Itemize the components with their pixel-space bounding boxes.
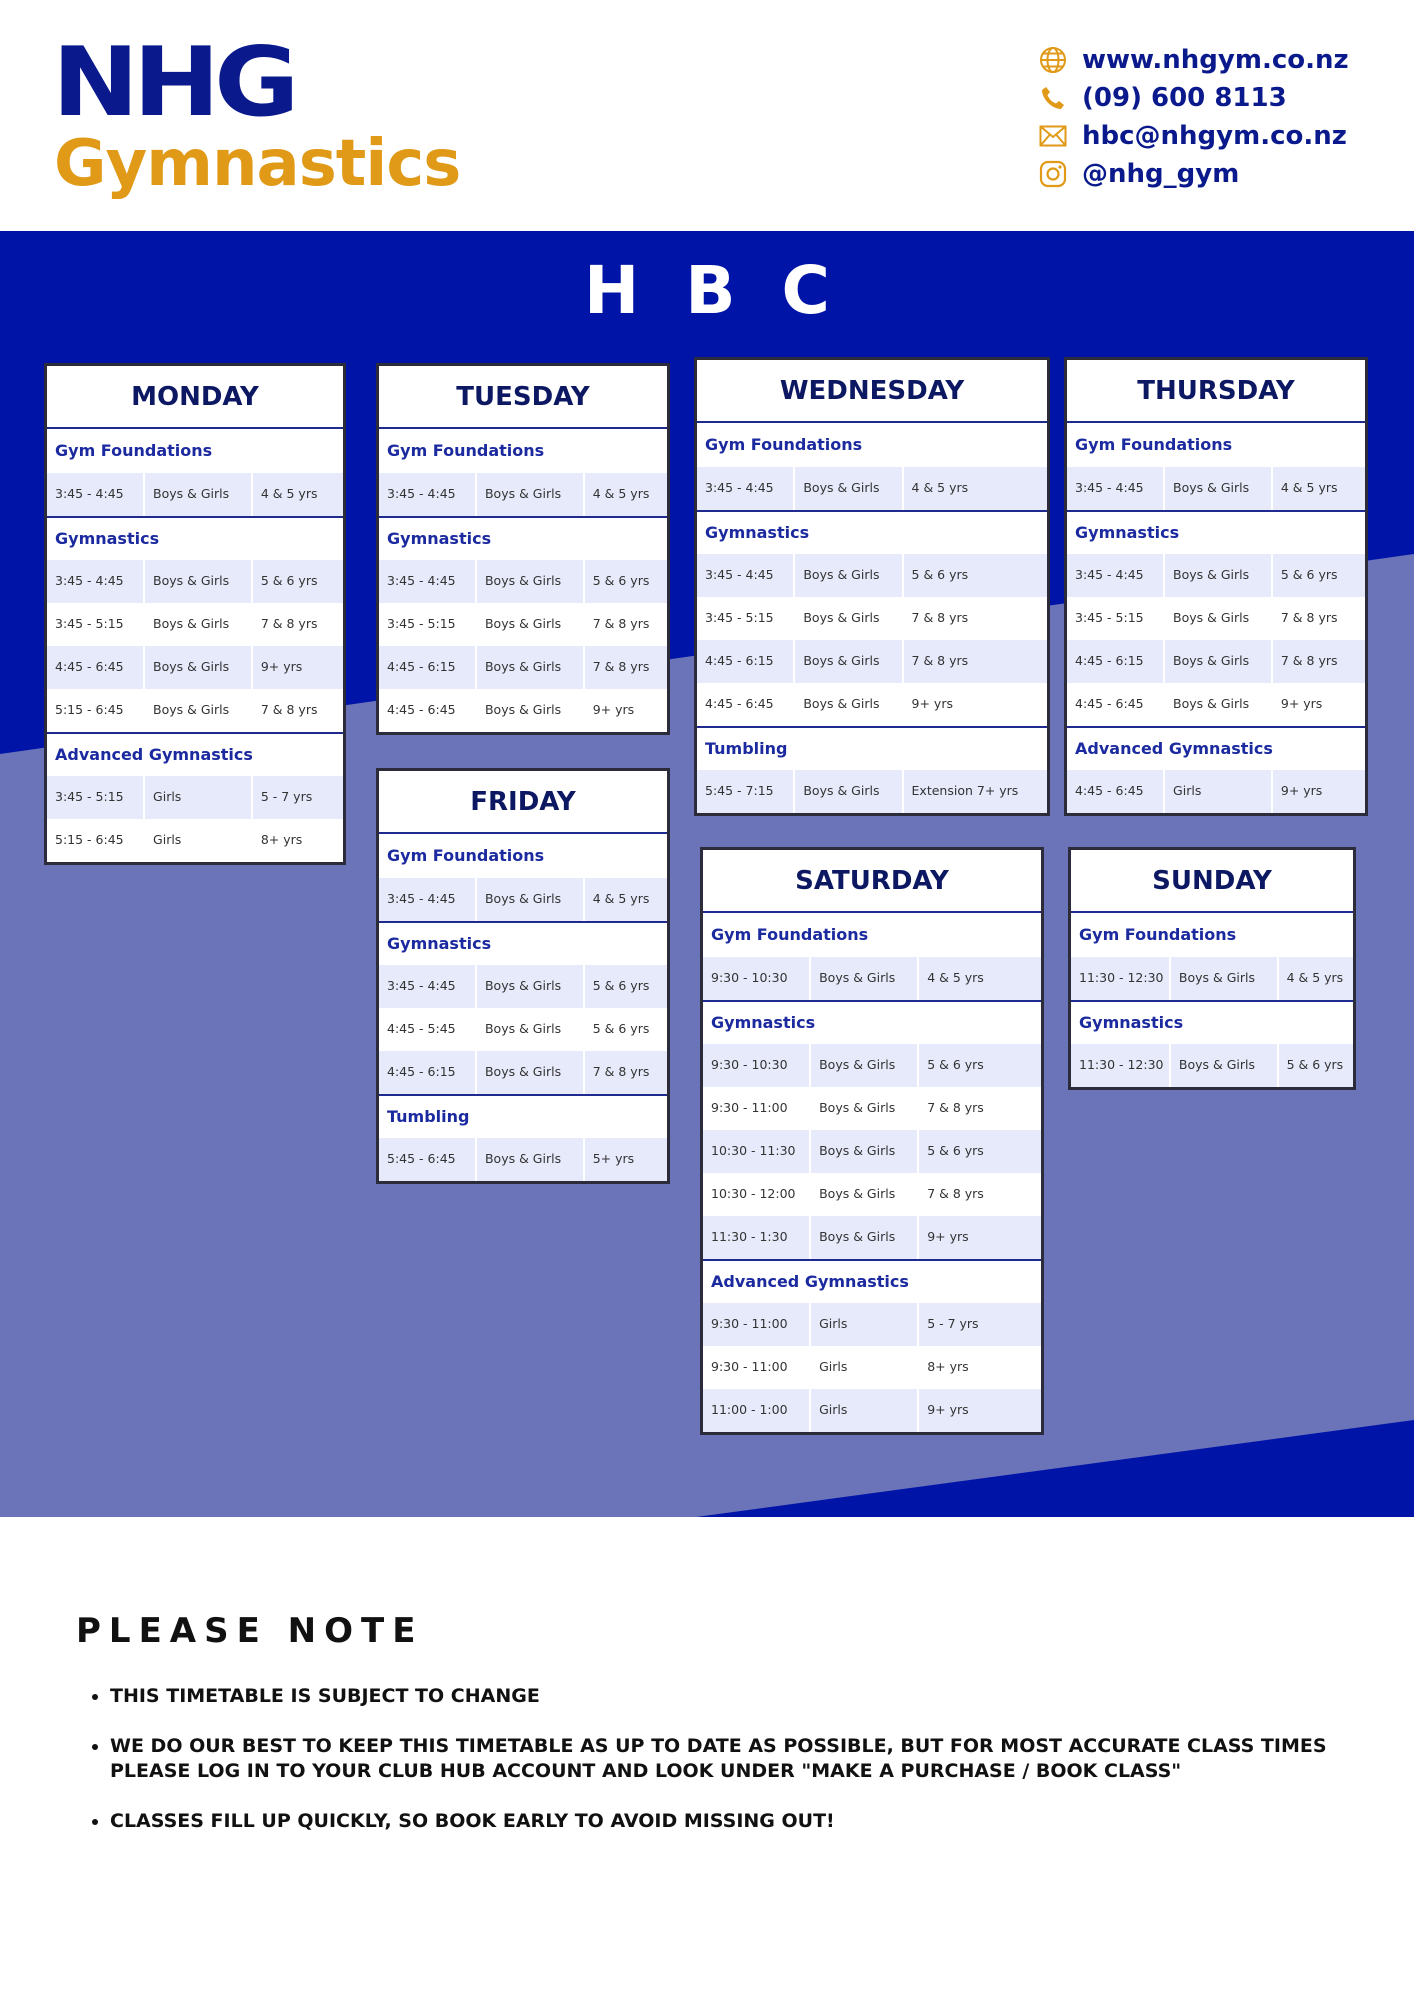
day-card-saturday [700,847,1044,1435]
class-group: Boys & Girls [143,603,251,646]
class-time: 9:30 - 11:00 [711,1359,788,1375]
class-age: 5+ yrs [583,1138,667,1181]
class-category: Advanced Gymnastics [703,1259,1041,1303]
class-time: 5:15 - 6:45 [55,832,124,848]
day-title: SATURDAY [703,850,1041,913]
class-time: 3:45 - 4:45 [55,573,124,589]
class-time: 3:45 - 4:45 [705,480,774,496]
class-age: 7 & 8 yrs [251,603,343,646]
class-time: 3:45 - 4:45 [1075,480,1144,496]
contact-instagram[interactable] [1036,156,1396,192]
class-age: 9+ yrs [917,1389,1041,1432]
class-row [697,770,1047,813]
class-group: Boys & Girls [475,689,583,732]
class-category: Gym Foundations [387,846,545,865]
class-category: Gym Foundations [1079,925,1237,944]
class-group: Girls [809,1346,917,1389]
note-item: • THIS TIMETABLE IS SUBJECT TO CHANGE [110,1684,1370,1709]
class-category: Gym Foundations [55,441,213,460]
class-group: Boys & Girls [1163,597,1271,640]
class-row [379,965,667,1008]
class-time: 11:30 - 12:30 [1079,970,1164,986]
class-age: 7 & 8 yrs [902,597,1047,640]
class-time: 3:45 - 5:15 [705,610,774,626]
class-row [379,878,667,921]
class-group: Boys & Girls [475,1051,583,1094]
class-age: 4 & 5 yrs [583,878,667,921]
class-age: 5 & 6 yrs [917,1130,1041,1173]
class-group: Boys & Girls [475,878,583,921]
class-age: 5 & 6 yrs [902,554,1047,597]
class-age: 5 & 6 yrs [1277,1044,1353,1087]
class-time: 4:45 - 6:45 [387,702,456,718]
class-row [703,1173,1041,1216]
day-title: TUESDAY [379,366,667,429]
class-row [1067,554,1365,597]
class-group: Girls [1163,770,1271,813]
class-row [379,473,667,516]
class-age: 4 & 5 yrs [1271,467,1365,510]
class-age: 9+ yrs [1271,683,1365,726]
class-age: 4 & 5 yrs [1277,957,1353,1000]
class-row [47,473,343,516]
class-time: 5:15 - 6:45 [55,702,124,718]
class-row [703,1346,1041,1389]
class-category: Gym Foundations [705,435,863,454]
class-time: 3:45 - 4:45 [1075,567,1144,583]
class-age: 9+ yrs [917,1216,1041,1259]
class-time: 3:45 - 5:15 [1075,610,1144,626]
class-group: Boys & Girls [809,1130,917,1173]
class-row [1067,640,1365,683]
class-group: Girls [809,1389,917,1432]
day-card-sunday [1068,847,1356,1090]
class-row [703,957,1041,1000]
class-age: 7 & 8 yrs [583,603,667,646]
class-category: Gymnastics [379,921,667,965]
class-row [47,689,343,732]
class-age: 4 & 5 yrs [917,957,1041,1000]
class-row [379,1051,667,1094]
class-age: 5 & 6 yrs [917,1044,1041,1087]
class-row [697,554,1047,597]
class-time: 4:45 - 6:45 [1075,783,1144,799]
class-row [697,640,1047,683]
class-row [703,1216,1041,1259]
class-time: 3:45 - 4:45 [387,891,456,907]
class-row [379,603,667,646]
class-time: 5:45 - 6:45 [387,1151,456,1167]
class-group: Boys & Girls [1169,957,1277,1000]
class-row [703,1389,1041,1432]
class-time: 9:30 - 10:30 [711,970,788,986]
class-time: 11:30 - 12:30 [1079,1057,1164,1073]
class-age: 5 & 6 yrs [583,560,667,603]
class-age: 5 & 6 yrs [1271,554,1365,597]
class-category: Gym Foundations [711,925,869,944]
day-title: THURSDAY [1067,360,1365,423]
class-category: Gym Foundations [1075,435,1233,454]
class-time: 3:45 - 4:45 [387,486,456,502]
class-row [1067,770,1365,813]
class-group: Boys & Girls [1163,683,1271,726]
class-group: Boys & Girls [143,646,251,689]
class-age: 5 - 7 yrs [917,1303,1041,1346]
class-row [697,597,1047,640]
class-category: Gymnastics [1067,510,1365,554]
class-time: 4:45 - 6:15 [1075,653,1144,669]
class-age: 7 & 8 yrs [902,640,1047,683]
day-card-friday [376,768,670,1184]
class-group: Girls [809,1303,917,1346]
contact-phone[interactable] [1036,80,1396,116]
class-row [379,1138,667,1181]
contact-phone-text: (09) 600 8113 [1082,83,1287,113]
class-age: 4 & 5 yrs [902,467,1047,510]
class-group: Boys & Girls [793,597,901,640]
class-time: 3:45 - 4:45 [387,978,456,994]
class-row [379,689,667,732]
class-time: 4:45 - 6:15 [705,653,774,669]
class-age: 4 & 5 yrs [251,473,343,516]
class-category: Gymnastics [47,516,343,560]
class-row [1067,597,1365,640]
class-age: 7 & 8 yrs [917,1173,1041,1216]
notes-list [84,1684,1370,1859]
class-age: 9+ yrs [251,646,343,689]
class-category: Tumbling [379,1094,667,1138]
class-row [47,603,343,646]
class-time: 4:45 - 6:15 [387,1064,456,1080]
class-age: 8+ yrs [251,819,343,862]
class-row [703,1303,1041,1346]
class-row [379,560,667,603]
class-row [379,1008,667,1051]
class-group: Boys & Girls [809,957,917,1000]
class-age: 7 & 8 yrs [917,1087,1041,1130]
class-row [697,683,1047,726]
class-group: Boys & Girls [475,603,583,646]
class-row [703,1130,1041,1173]
class-time: 3:45 - 4:45 [387,573,456,589]
class-group: Boys & Girls [809,1087,917,1130]
class-time: 3:45 - 5:15 [387,616,456,632]
class-time: 9:30 - 11:00 [711,1100,788,1116]
class-time: 3:45 - 4:45 [705,567,774,583]
class-group: Boys & Girls [793,640,901,683]
class-age: 9+ yrs [902,683,1047,726]
contact-instagram-text: @nhg_gym [1082,159,1240,189]
banner-title: HBC [584,252,876,329]
class-group: Boys & Girls [793,770,901,813]
class-time: 3:45 - 5:15 [55,616,124,632]
instagram-icon [1036,157,1070,191]
class-group: Boys & Girls [475,965,583,1008]
class-group: Boys & Girls [1163,467,1271,510]
day-title: SUNDAY [1071,850,1353,913]
class-group: Boys & Girls [475,560,583,603]
class-row [47,560,343,603]
class-group: Boys & Girls [475,1008,583,1051]
day-card-wednesday [694,357,1050,816]
class-time: 3:45 - 5:15 [55,789,124,805]
class-group: Boys & Girls [475,1138,583,1181]
globe-icon [1036,43,1070,77]
contact-website-text: www.nhgym.co.nz [1082,45,1349,75]
class-age: 5 & 6 yrs [583,965,667,1008]
class-row [1067,467,1365,510]
class-time: 11:00 - 1:00 [711,1402,788,1418]
class-group: Boys & Girls [793,554,901,597]
class-time: 5:45 - 7:15 [705,783,774,799]
class-group: Boys & Girls [793,467,901,510]
class-row [703,1044,1041,1087]
contact-email-text: hbc@nhgym.co.nz [1082,121,1347,151]
class-row [379,646,667,689]
class-time: 10:30 - 12:00 [711,1186,796,1202]
logo-nhg: NHG [52,25,294,138]
class-time: 4:45 - 5:45 [387,1021,456,1037]
class-age: 5 & 6 yrs [251,560,343,603]
class-group: Boys & Girls [475,473,583,516]
contact-website[interactable] [1036,42,1396,78]
day-title: FRIDAY [379,771,667,834]
class-age: 7 & 8 yrs [583,1051,667,1094]
class-row [1067,683,1365,726]
day-card-monday [44,363,346,865]
class-time: 4:45 - 6:45 [55,659,124,675]
class-group: Boys & Girls [1163,554,1271,597]
class-group: Boys & Girls [809,1216,917,1259]
day-title: WEDNESDAY [697,360,1047,423]
class-category: Advanced Gymnastics [1067,726,1365,770]
class-age: 7 & 8 yrs [1271,597,1365,640]
class-age: 7 & 8 yrs [1271,640,1365,683]
contact-email[interactable] [1036,118,1396,154]
class-group: Boys & Girls [1169,1044,1277,1087]
class-time: 4:45 - 6:15 [387,659,456,675]
day-card-thursday [1064,357,1368,816]
class-group: Boys & Girls [809,1173,917,1216]
class-row [47,819,343,862]
notes-title: PLEASE NOTE [76,1611,424,1651]
note-item: • WE DO OUR BEST TO KEEP THIS TIMETABLE AS UP TO DATE AS POSSIBLE, BUT FOR MOST ACCURATE CLASS TIMES PLEASE LOG IN TO YOUR CLUB HUB ACCOUNT AND LOOK UNDER "MAKE A PURCHASE / BOOK CLASS" [110,1734,1370,1784]
class-row [697,467,1047,510]
class-age: Extension 7+ yrs [902,770,1047,813]
class-category: Tumbling [697,726,1047,770]
class-age: 9+ yrs [1271,770,1365,813]
class-time: 10:30 - 11:30 [711,1143,796,1159]
class-row [47,646,343,689]
class-group: Boys & Girls [1163,640,1271,683]
class-row [1071,1044,1353,1087]
class-group: Boys & Girls [143,560,251,603]
class-row [47,776,343,819]
class-time: 11:30 - 1:30 [711,1229,788,1245]
class-age: 8+ yrs [917,1346,1041,1389]
class-time: 9:30 - 10:30 [711,1057,788,1073]
class-age: 7 & 8 yrs [251,689,343,732]
class-group: Boys & Girls [143,689,251,732]
class-group: Girls [143,776,251,819]
day-card-tuesday [376,363,670,735]
day-title: MONDAY [47,366,343,429]
class-category: Gymnastics [703,1000,1041,1044]
class-group: Boys & Girls [793,683,901,726]
class-group: Boys & Girls [809,1044,917,1087]
class-category: Gymnastics [379,516,667,560]
class-time: 4:45 - 6:45 [705,696,774,712]
class-category: Gymnastics [1071,1000,1353,1044]
class-time: 3:45 - 4:45 [55,486,124,502]
class-age: 5 & 6 yrs [583,1008,667,1051]
class-age: 7 & 8 yrs [583,646,667,689]
class-time: 9:30 - 11:00 [711,1316,788,1332]
class-row [703,1087,1041,1130]
note-item: • CLASSES FILL UP QUICKLY, SO BOOK EARLY TO AVOID MISSING OUT! [110,1809,1370,1834]
class-row [1071,957,1353,1000]
phone-icon [1036,81,1070,115]
class-time: 4:45 - 6:45 [1075,696,1144,712]
class-group: Girls [143,819,251,862]
class-group: Boys & Girls [143,473,251,516]
class-category: Gym Foundations [387,441,545,460]
class-category: Advanced Gymnastics [47,732,343,776]
class-category: Gymnastics [697,510,1047,554]
logo-gymnastics: Gymnastics [54,127,461,201]
class-group: Boys & Girls [475,646,583,689]
mail-icon [1036,119,1070,153]
class-age: 5 - 7 yrs [251,776,343,819]
class-age: 9+ yrs [583,689,667,732]
class-age: 4 & 5 yrs [583,473,667,516]
